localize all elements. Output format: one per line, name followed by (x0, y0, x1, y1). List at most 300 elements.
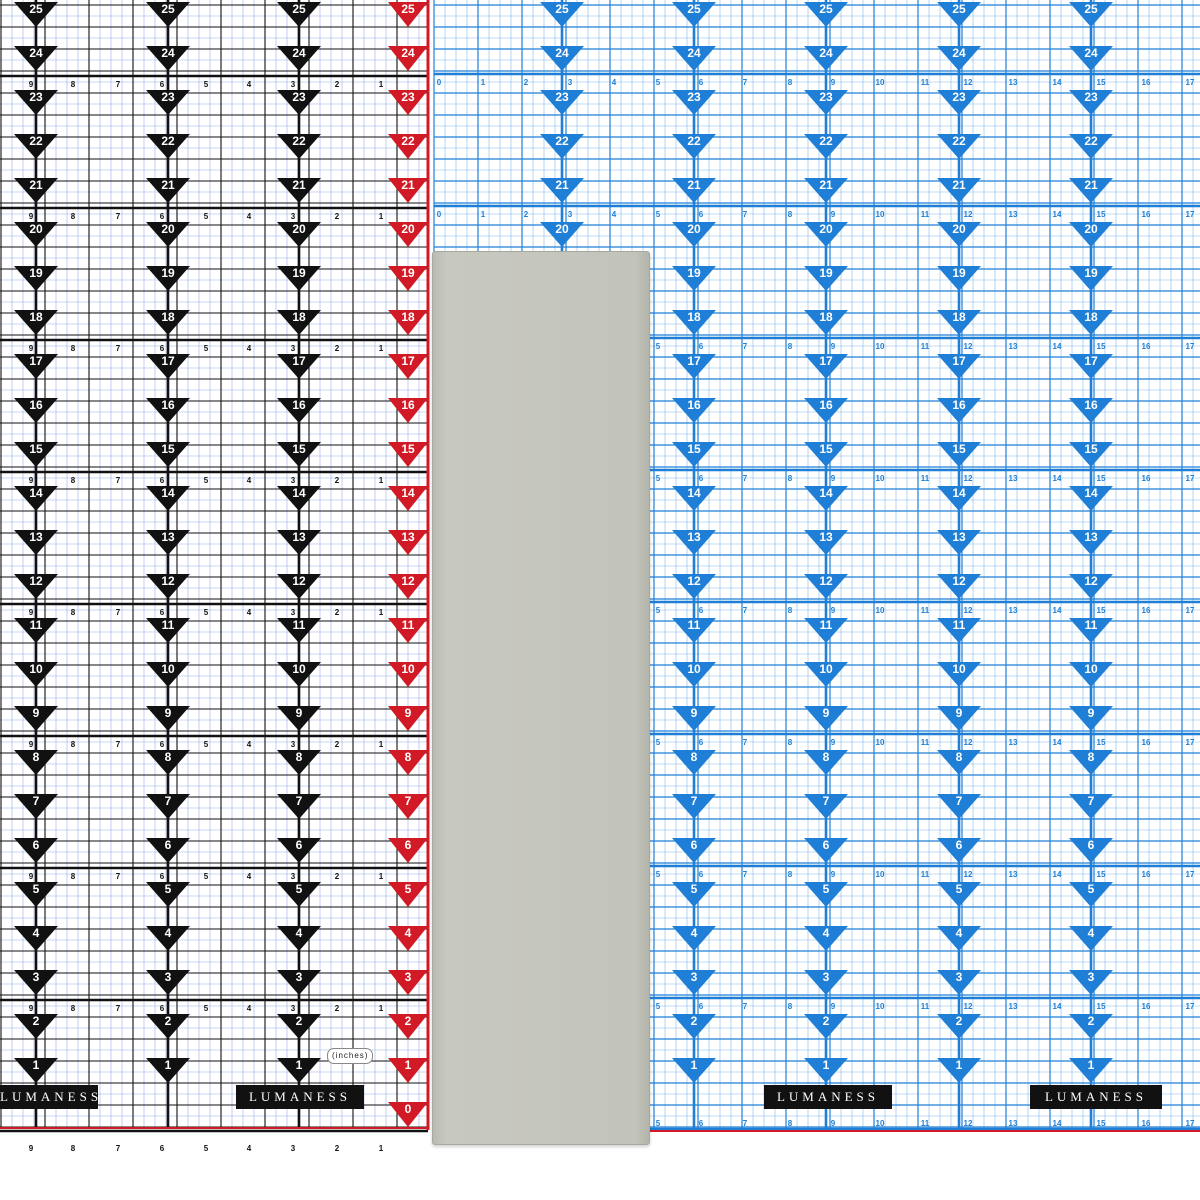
right-scale-number: 7 (742, 474, 748, 483)
right-arrow-number: 22 (687, 134, 701, 148)
right-arrow-number: 20 (555, 222, 569, 236)
right-scale-number: 12 (963, 870, 973, 879)
left-scale-number: 8 (70, 872, 76, 881)
left-scale-number: 2 (334, 344, 340, 353)
red-arrow-number: 22 (401, 134, 415, 148)
right-arrow-number: 17 (952, 354, 966, 368)
left-scale-number: 2 (334, 212, 340, 221)
right-arrow-number: 20 (952, 222, 966, 236)
right-scale-number: 10 (875, 78, 885, 87)
red-arrow-number: 11 (401, 618, 415, 632)
right-arrow-number: 19 (687, 266, 701, 280)
right-scale-number: 16 (1141, 870, 1151, 879)
right-arrow-number: 16 (1084, 398, 1098, 412)
right-scale-number: 6 (698, 1119, 704, 1128)
right-scale-number: 4 (611, 210, 617, 219)
left-arrow-number: 25 (292, 2, 306, 16)
right-arrow-number: 22 (819, 134, 833, 148)
right-scale-number: 11 (920, 210, 930, 219)
left-arrow-number: 6 (32, 838, 40, 852)
right-arrow-number: 7 (822, 794, 830, 808)
right-scale-number: 11 (920, 474, 930, 483)
right-scale-number: 12 (963, 474, 973, 483)
right-scale-number: 16 (1141, 210, 1151, 219)
right-arrow-number: 21 (819, 178, 833, 192)
right-scale-number: 10 (875, 870, 885, 879)
right-arrow-number: 13 (819, 530, 833, 544)
left-scale-number: 7 (115, 1144, 121, 1153)
left-scale-number: 1 (378, 344, 384, 353)
right-scale-number: 14 (1052, 474, 1062, 483)
right-scale-number: 9 (830, 606, 836, 615)
right-arrow-number: 21 (1084, 178, 1098, 192)
right-arrow-number: 9 (955, 706, 963, 720)
left-arrow-number: 5 (164, 882, 172, 896)
right-scale-number: 17 (1185, 1002, 1195, 1011)
right-arrow-number: 4 (1087, 926, 1095, 940)
right-arrow-number: 7 (690, 794, 698, 808)
red-arrow-number: 4 (404, 926, 412, 940)
left-arrow-number: 4 (164, 926, 172, 940)
left-scale-number: 3 (290, 1144, 296, 1153)
right-scale-number: 16 (1141, 1119, 1151, 1128)
right-scale-number: 15 (1096, 870, 1106, 879)
left-scale-number: 8 (70, 1004, 76, 1013)
right-arrow-number: 4 (822, 926, 830, 940)
left-arrow-number: 16 (29, 398, 43, 412)
left-arrow-number: 5 (32, 882, 40, 896)
right-scale-number: 15 (1096, 738, 1106, 747)
right-arrow-number: 2 (690, 1014, 698, 1028)
right-scale-number: 11 (920, 342, 930, 351)
red-arrow-number: 23 (401, 90, 415, 104)
left-scale-number: 5 (203, 1004, 209, 1013)
right-scale-number: 0 (436, 78, 442, 87)
left-arrow-number: 8 (164, 750, 172, 764)
right-arrow-number: 20 (687, 222, 701, 236)
left-scale-number: 6 (159, 1004, 165, 1013)
left-scale-number: 6 (159, 344, 165, 353)
left-arrow-number: 17 (29, 354, 43, 368)
right-arrow-number: 10 (952, 662, 966, 676)
left-scale-number: 2 (334, 1004, 340, 1013)
right-arrow-number: 15 (1084, 442, 1098, 456)
left-arrow-number: 23 (161, 90, 175, 104)
left-scale-number: 3 (290, 608, 296, 617)
left-arrow-number: 17 (161, 354, 175, 368)
right-arrow-number: 10 (1084, 662, 1098, 676)
right-scale-number: 8 (787, 210, 793, 219)
left-scale-number: 9 (28, 212, 34, 221)
left-arrow-number: 24 (29, 46, 43, 60)
right-arrow-number: 8 (1087, 750, 1095, 764)
red-arrow-number: 24 (401, 46, 415, 60)
red-arrow-number: 8 (404, 750, 412, 764)
right-scale-number: 13 (1008, 474, 1018, 483)
left-scale-number: 5 (203, 344, 209, 353)
red-arrow-number: 13 (401, 530, 415, 544)
left-scale-number: 3 (290, 1004, 296, 1013)
right-arrow-number: 5 (1087, 882, 1095, 896)
left-arrow-number: 11 (29, 618, 43, 632)
right-arrow-number: 11 (952, 618, 966, 632)
right-scale-number: 0 (436, 210, 442, 219)
right-arrow-number: 5 (822, 882, 830, 896)
brand-logo-left-2: LUMANESS (236, 1085, 364, 1109)
unit-label: (inches) (327, 1048, 373, 1064)
left-scale-number: 9 (28, 1004, 34, 1013)
right-arrow-number: 13 (687, 530, 701, 544)
left-scale-number: 3 (290, 80, 296, 89)
left-scale-number: 4 (246, 80, 252, 89)
red-arrow-number: 3 (404, 970, 412, 984)
right-arrow-number: 4 (955, 926, 963, 940)
right-arrow-number: 23 (687, 90, 701, 104)
grey-fabric-strip (432, 251, 650, 1145)
right-arrow-number: 23 (819, 90, 833, 104)
right-arrow-number: 1 (1087, 1058, 1095, 1072)
right-arrow-number: 17 (819, 354, 833, 368)
right-scale-number: 8 (787, 474, 793, 483)
left-scale-number: 7 (115, 344, 121, 353)
right-scale-number: 13 (1008, 1002, 1018, 1011)
left-scale-number: 2 (334, 476, 340, 485)
right-arrow-number: 23 (1084, 90, 1098, 104)
left-scale-number: 8 (70, 212, 76, 221)
right-scale-number: 9 (830, 210, 836, 219)
left-scale-number: 4 (246, 608, 252, 617)
left-arrow-number: 18 (29, 310, 43, 324)
right-scale-number: 13 (1008, 78, 1018, 87)
right-arrow-number: 2 (955, 1014, 963, 1028)
left-arrow-number: 1 (32, 1058, 40, 1072)
right-scale-number: 8 (787, 606, 793, 615)
right-scale-number: 12 (963, 1119, 973, 1128)
right-arrow-number: 12 (687, 574, 701, 588)
right-arrow-number: 19 (952, 266, 966, 280)
right-arrow-number: 13 (952, 530, 966, 544)
red-arrow-number: 16 (401, 398, 415, 412)
right-arrow-number: 23 (555, 90, 569, 104)
left-scale-number: 5 (203, 80, 209, 89)
right-arrow-number: 12 (819, 574, 833, 588)
right-arrow-number: 13 (1084, 530, 1098, 544)
right-scale-number: 3 (567, 210, 573, 219)
left-arrow-number: 15 (161, 442, 175, 456)
right-scale-number: 14 (1052, 1002, 1062, 1011)
right-scale-number: 6 (698, 606, 704, 615)
left-arrow-number: 10 (161, 662, 175, 676)
right-scale-number: 13 (1008, 210, 1018, 219)
right-scale-number: 7 (742, 1119, 748, 1128)
left-arrow-number: 12 (161, 574, 175, 588)
right-arrow-number: 4 (690, 926, 698, 940)
right-scale-number: 11 (920, 78, 930, 87)
brand-logo-right-2: LUMANESS (1030, 1085, 1162, 1109)
left-arrow-number: 2 (164, 1014, 172, 1028)
left-scale-number: 4 (246, 740, 252, 749)
right-scale-number: 15 (1096, 78, 1106, 87)
right-scale-number: 2 (523, 210, 529, 219)
right-arrow-number: 16 (819, 398, 833, 412)
right-arrow-number: 8 (690, 750, 698, 764)
left-scale-number: 6 (159, 212, 165, 221)
left-scale-number: 2 (334, 872, 340, 881)
left-arrow-number: 20 (292, 222, 306, 236)
right-arrow-number: 20 (819, 222, 833, 236)
right-scale-number: 2 (523, 78, 529, 87)
left-arrow-number: 22 (292, 134, 306, 148)
right-scale-number: 11 (920, 606, 930, 615)
left-arrow-number: 11 (161, 618, 175, 632)
right-scale-number: 10 (875, 1119, 885, 1128)
left-arrow-number: 14 (292, 486, 306, 500)
left-scale-number: 5 (203, 212, 209, 221)
right-scale-number: 15 (1096, 210, 1106, 219)
right-scale-number: 7 (742, 78, 748, 87)
left-scale-number: 1 (378, 476, 384, 485)
right-scale-number: 5 (655, 1119, 661, 1128)
left-scale-number: 2 (334, 1144, 340, 1153)
right-scale-number: 5 (655, 1002, 661, 1011)
right-arrow-number: 15 (819, 442, 833, 456)
right-arrow-number: 1 (690, 1058, 698, 1072)
left-scale-number: 6 (159, 872, 165, 881)
left-scale-number: 8 (70, 740, 76, 749)
left-scale-number: 9 (28, 608, 34, 617)
left-scale-number: 5 (203, 476, 209, 485)
right-arrow-number: 11 (687, 618, 701, 632)
right-scale-number: 5 (655, 474, 661, 483)
left-arrow-number: 9 (164, 706, 172, 720)
right-scale-number: 8 (787, 1002, 793, 1011)
right-scale-number: 5 (655, 606, 661, 615)
left-arrow-number: 6 (295, 838, 303, 852)
right-arrow-number: 8 (955, 750, 963, 764)
right-arrow-number: 14 (952, 486, 966, 500)
left-scale-number: 1 (378, 1144, 384, 1153)
left-arrow-number: 7 (295, 794, 303, 808)
left-arrow-number: 22 (161, 134, 175, 148)
left-scale-number: 8 (70, 608, 76, 617)
left-scale-number: 7 (115, 212, 121, 221)
right-scale-number: 17 (1185, 210, 1195, 219)
right-scale-number: 13 (1008, 606, 1018, 615)
right-scale-number: 12 (963, 78, 973, 87)
left-arrow-number: 7 (32, 794, 40, 808)
left-arrow-number: 9 (32, 706, 40, 720)
red-arrow-number: 12 (401, 574, 415, 588)
left-arrow-number: 24 (161, 46, 175, 60)
left-scale-number: 7 (115, 80, 121, 89)
red-arrow-number: 20 (401, 222, 415, 236)
right-arrow-number: 9 (690, 706, 698, 720)
right-scale-number: 7 (742, 1002, 748, 1011)
left-scale-number: 9 (28, 740, 34, 749)
right-scale-number: 17 (1185, 474, 1195, 483)
red-arrow-number: 2 (404, 1014, 412, 1028)
left-scale-number: 6 (159, 476, 165, 485)
right-scale-number: 16 (1141, 606, 1151, 615)
right-scale-number: 9 (830, 1002, 836, 1011)
right-scale-number: 17 (1185, 78, 1195, 87)
right-scale-number: 11 (920, 1002, 930, 1011)
right-scale-number: 8 (787, 78, 793, 87)
right-scale-number: 13 (1008, 342, 1018, 351)
left-scale-number: 9 (28, 1144, 34, 1153)
left-scale-number: 2 (334, 80, 340, 89)
left-scale-number: 9 (28, 80, 34, 89)
right-scale-number: 17 (1185, 342, 1195, 351)
right-scale-number: 6 (698, 870, 704, 879)
right-scale-number: 14 (1052, 342, 1062, 351)
left-arrow-number: 10 (29, 662, 43, 676)
left-scale-number: 4 (246, 1144, 252, 1153)
left-scale-number: 5 (203, 608, 209, 617)
right-scale-number: 6 (698, 78, 704, 87)
right-scale-number: 6 (698, 342, 704, 351)
right-arrow-number: 24 (687, 46, 701, 60)
right-scale-number: 11 (920, 870, 930, 879)
right-arrow-number: 22 (1084, 134, 1098, 148)
right-arrow-number: 11 (819, 618, 833, 632)
left-arrow-number: 18 (161, 310, 175, 324)
left-arrow-number: 20 (161, 222, 175, 236)
right-arrow-number: 25 (1084, 2, 1098, 16)
left-arrow-number: 15 (292, 442, 306, 456)
left-arrow-number: 25 (29, 2, 43, 16)
left-scale-number: 3 (290, 872, 296, 881)
right-arrow-number: 3 (1087, 970, 1095, 984)
right-scale-number: 13 (1008, 738, 1018, 747)
left-scale-number: 4 (246, 476, 252, 485)
left-arrow-number: 19 (292, 266, 306, 280)
right-arrow-number: 18 (687, 310, 701, 324)
left-scale-number: 7 (115, 872, 121, 881)
right-arrow-number: 22 (555, 134, 569, 148)
left-arrow-number: 17 (292, 354, 306, 368)
red-arrow-number: 14 (401, 486, 415, 500)
left-fine-grid (0, 0, 428, 1128)
right-scale-number: 15 (1096, 474, 1106, 483)
right-arrow-number: 17 (687, 354, 701, 368)
left-arrow-number: 12 (29, 574, 43, 588)
red-arrow-number: 21 (401, 178, 415, 192)
right-scale-number: 13 (1008, 870, 1018, 879)
left-arrow-number: 12 (292, 574, 306, 588)
right-arrow-number: 12 (952, 574, 966, 588)
left-arrow-number: 5 (295, 882, 303, 896)
right-scale-number: 16 (1141, 474, 1151, 483)
left-arrow-number: 1 (164, 1058, 172, 1072)
left-arrow-number: 4 (32, 926, 40, 940)
right-arrow-number: 3 (690, 970, 698, 984)
right-scale-number: 9 (830, 1119, 836, 1128)
right-arrow-number: 20 (1084, 222, 1098, 236)
right-arrow-number: 5 (690, 882, 698, 896)
left-scale-number: 6 (159, 740, 165, 749)
right-scale-number: 3 (567, 78, 573, 87)
left-scale-number: 8 (70, 80, 76, 89)
right-scale-number: 12 (963, 342, 973, 351)
left-arrow-number: 3 (295, 970, 303, 984)
right-arrow-number: 10 (687, 662, 701, 676)
right-scale-number: 12 (963, 606, 973, 615)
right-scale-number: 6 (698, 210, 704, 219)
right-scale-number: 16 (1141, 1002, 1151, 1011)
left-scale-number: 7 (115, 476, 121, 485)
right-arrow-number: 12 (1084, 574, 1098, 588)
red-arrow-number: 19 (401, 266, 415, 280)
left-scale-number: 7 (115, 608, 121, 617)
right-scale-number: 8 (787, 738, 793, 747)
right-scale-number: 7 (742, 606, 748, 615)
right-scale-number: 14 (1052, 1119, 1062, 1128)
right-arrow-number: 15 (687, 442, 701, 456)
right-scale-number: 8 (787, 342, 793, 351)
left-scale-number: 7 (115, 1004, 121, 1013)
right-arrow-number: 3 (955, 970, 963, 984)
right-arrow-number: 25 (952, 2, 966, 16)
right-scale-number: 17 (1185, 738, 1195, 747)
left-arrow-number: 1 (295, 1058, 303, 1072)
right-scale-number: 16 (1141, 738, 1151, 747)
left-scale-number: 5 (203, 872, 209, 881)
right-scale-number: 15 (1096, 342, 1106, 351)
left-scale-number: 1 (378, 740, 384, 749)
left-scale-number: 4 (246, 344, 252, 353)
right-arrow-number: 16 (952, 398, 966, 412)
left-scale-number: 8 (70, 344, 76, 353)
left-arrow-number: 7 (164, 794, 172, 808)
right-scale-number: 7 (742, 738, 748, 747)
right-scale-number: 9 (830, 342, 836, 351)
right-scale-number: 8 (787, 870, 793, 879)
right-scale-number: 1 (480, 78, 486, 87)
red-arrow-number: 18 (401, 310, 415, 324)
left-scale-number: 6 (159, 1144, 165, 1153)
right-scale-number: 14 (1052, 78, 1062, 87)
right-scale-number: 9 (830, 870, 836, 879)
right-scale-number: 6 (698, 474, 704, 483)
right-scale-number: 15 (1096, 606, 1106, 615)
left-scale-number: 3 (290, 212, 296, 221)
red-arrow-number: 25 (401, 2, 415, 16)
right-scale-number: 17 (1185, 1119, 1195, 1128)
right-arrow-number: 24 (952, 46, 966, 60)
left-scale-number: 8 (70, 476, 76, 485)
left-scale-number: 1 (378, 872, 384, 881)
left-scale-number: 7 (115, 740, 121, 749)
left-scale-number: 1 (378, 608, 384, 617)
right-scale-number: 14 (1052, 606, 1062, 615)
right-scale-number: 6 (698, 738, 704, 747)
left-scale-number: 8 (70, 1144, 76, 1153)
left-arrow-number: 24 (292, 46, 306, 60)
right-scale-number: 15 (1096, 1002, 1106, 1011)
left-scale-number: 4 (246, 1004, 252, 1013)
right-scale-number: 14 (1052, 210, 1062, 219)
right-scale-number: 10 (875, 606, 885, 615)
right-scale-number: 5 (655, 738, 661, 747)
red-arrow-number: 1 (404, 1058, 412, 1072)
right-scale-number: 6 (698, 1002, 704, 1011)
right-arrow-number: 7 (1087, 794, 1095, 808)
left-arrow-number: 4 (295, 926, 303, 940)
left-scale-number: 3 (290, 740, 296, 749)
right-arrow-number: 14 (687, 486, 701, 500)
left-arrow-number: 8 (295, 750, 303, 764)
